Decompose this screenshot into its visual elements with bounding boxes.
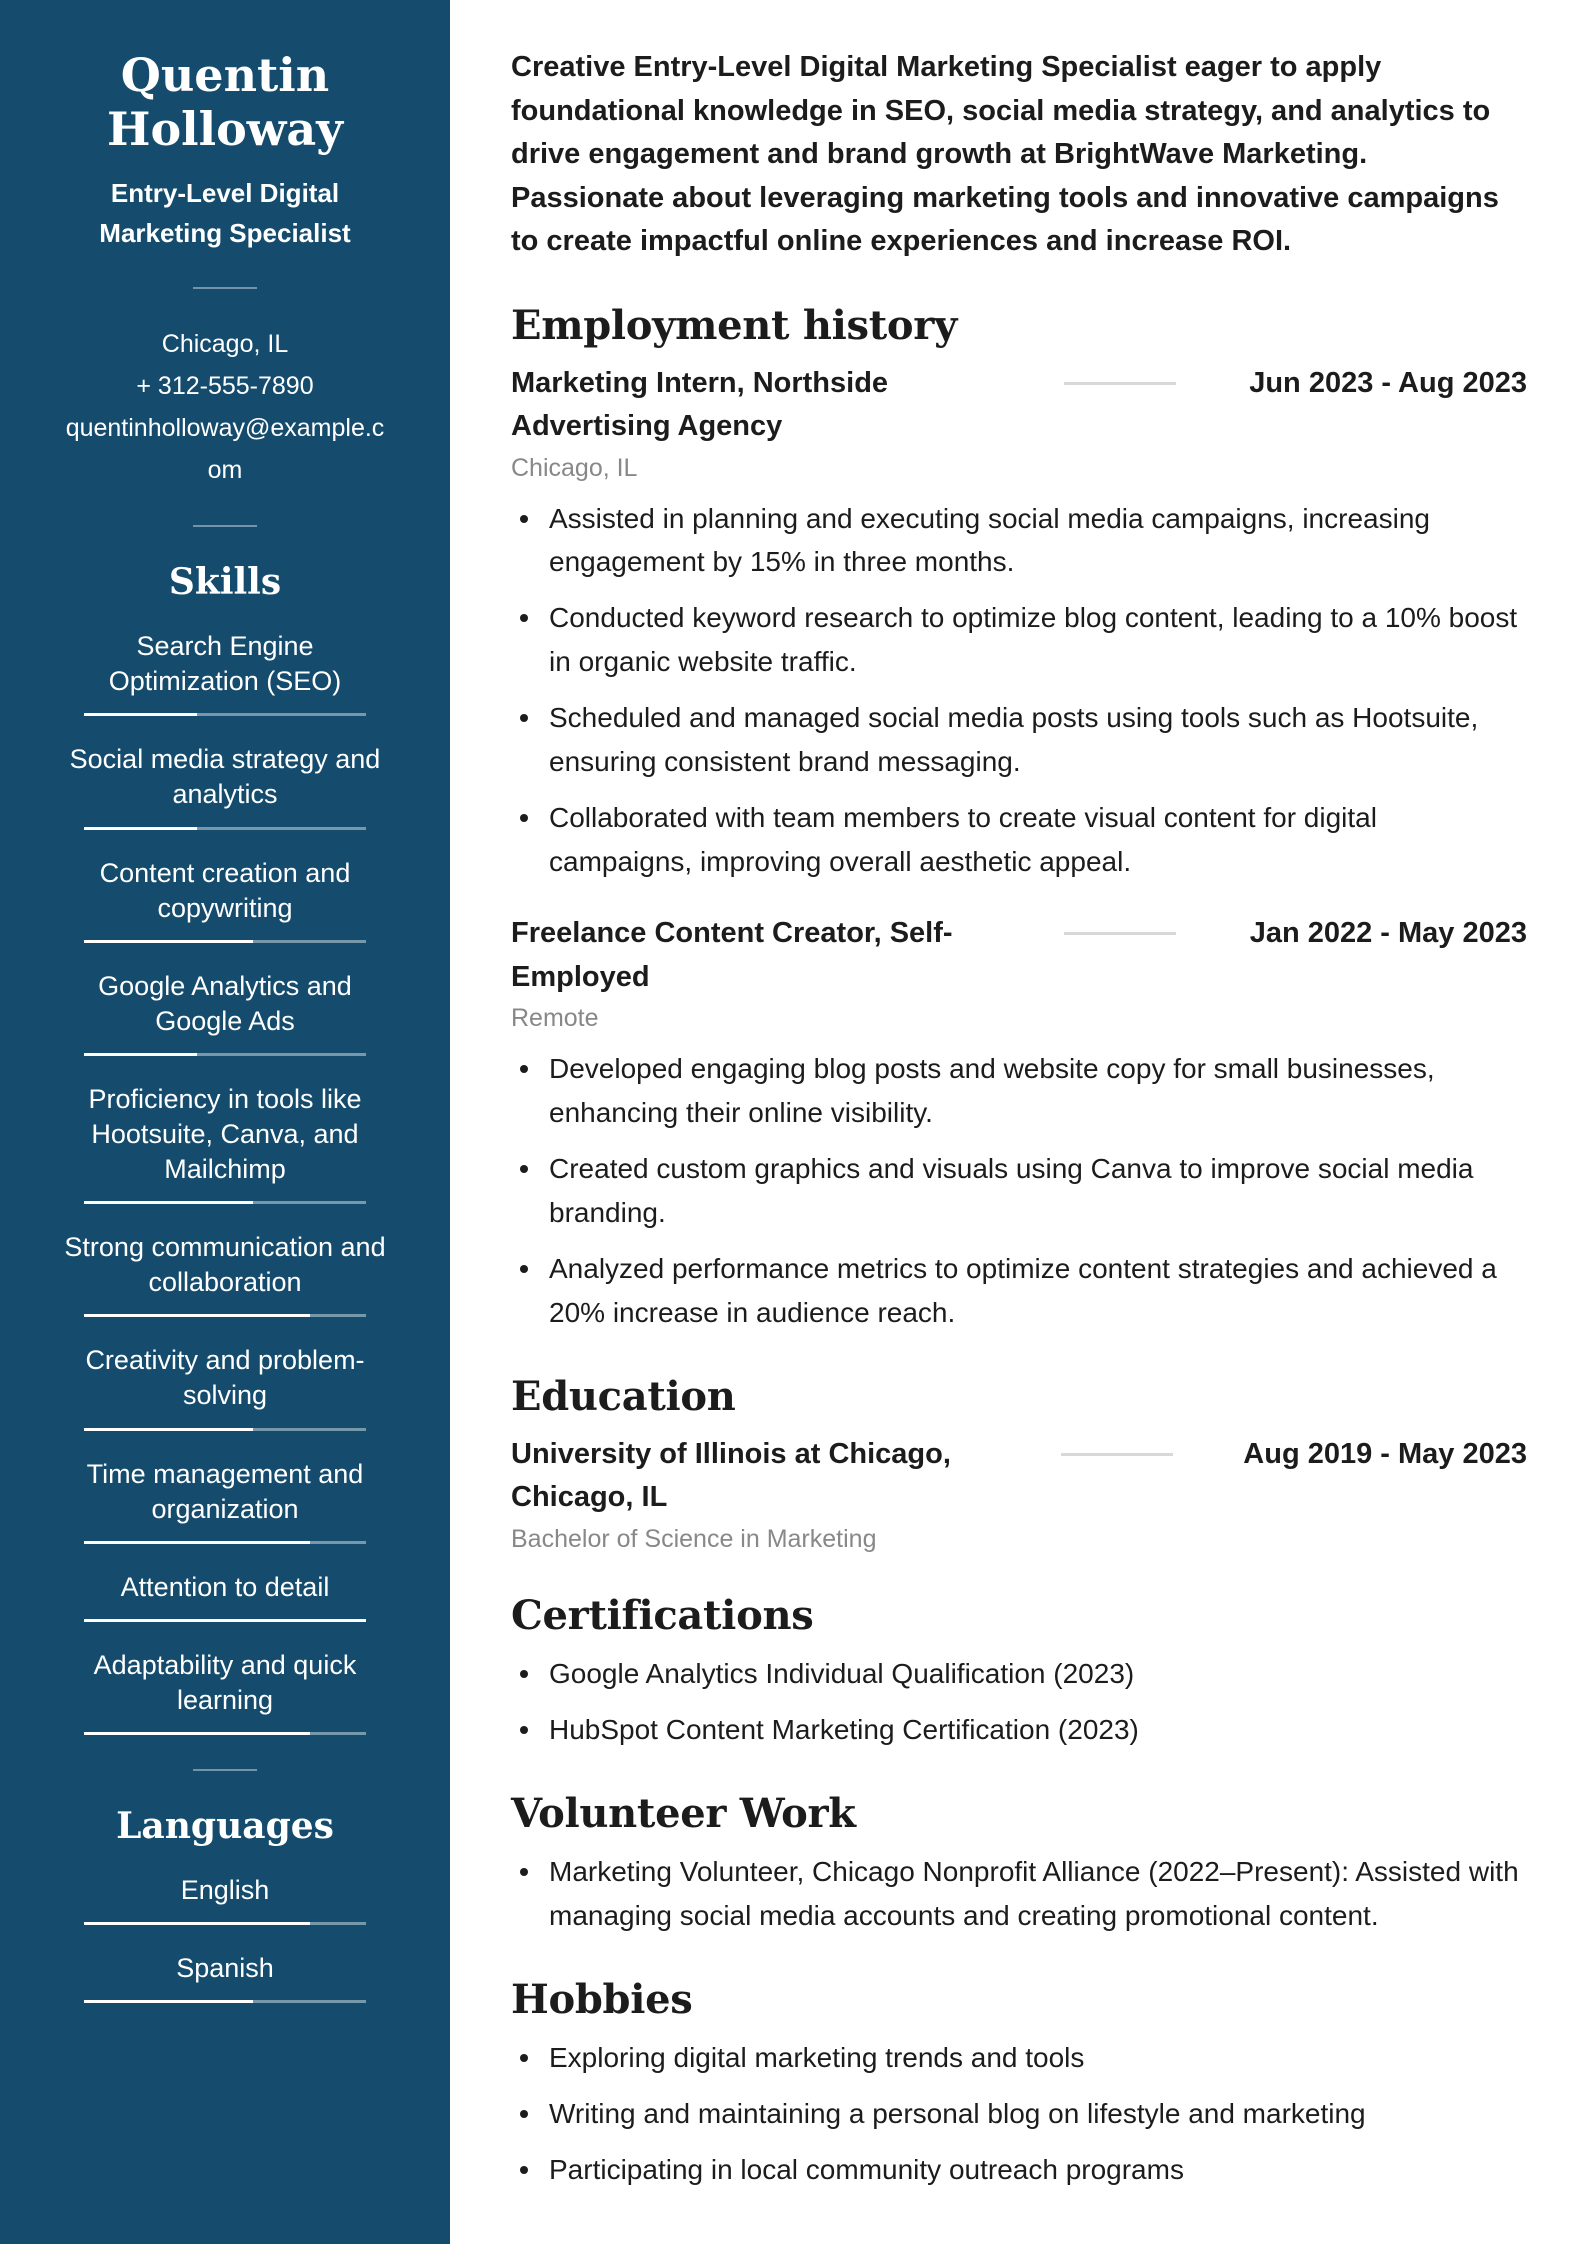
contact-block	[62, 323, 388, 491]
entry-header	[511, 912, 1527, 999]
skill-level-fill	[84, 1732, 310, 1735]
hobbies-list	[511, 2036, 1527, 2192]
contact-phone: + 312-555-7890	[136, 372, 314, 401]
bullet-item: Scheduled and managed social media posts using tools such as Hootsuite, ensuring consistent brand messaging.	[511, 696, 1527, 784]
language-label: English	[180, 1875, 270, 1905]
person-job-title: Entry-Level Digital Marketing Specialist	[99, 177, 351, 248]
skill-level-fill	[84, 940, 253, 943]
entry-dates: Aug 2019 - May 2023	[1243, 1437, 1527, 1470]
person-name: Quentin Holloway	[107, 48, 343, 157]
skill-level-bar	[84, 1541, 366, 1544]
bullet-item: Conducted keyword research to optimize blog content, leading to a 10% boost in organic website traffic.	[511, 596, 1527, 684]
skill-level-bar	[84, 940, 366, 943]
skill-item	[62, 1230, 388, 1317]
entry-bullet-list	[511, 497, 1527, 885]
section-volunteer	[511, 1789, 1527, 1938]
entry-dates: Jan 2022 - May 2023	[1249, 917, 1527, 950]
languages-heading: Languages	[116, 1805, 334, 1847]
language-item	[62, 1951, 388, 2003]
section-employment	[511, 301, 1527, 1335]
entry-subtitle: Bachelor of Science in Marketing	[511, 1524, 877, 1553]
main-content	[450, 0, 1588, 2244]
skill-level-fill	[84, 1314, 310, 1317]
entry-title: University of Illinois at Chicago, Chicago, IL	[511, 1437, 951, 1514]
education-entry	[511, 1433, 1527, 1554]
certifications-list	[511, 1652, 1527, 1752]
language-level-fill	[84, 2000, 253, 2003]
skill-level-bar	[84, 1619, 366, 1622]
skills-heading: Skills	[168, 561, 282, 604]
skill-item	[62, 1648, 388, 1735]
employment-entry	[511, 362, 1527, 885]
employment-entry	[511, 912, 1527, 1335]
employment-heading: Employment history	[511, 301, 958, 349]
skill-label: Strong communication and collaboration	[64, 1232, 386, 1298]
entry-location: Chicago, IL	[511, 453, 638, 482]
bullet-item: Collaborated with team members to create visual content for digital campaigns, improving overall aesthetic appeal.	[511, 796, 1527, 884]
skill-level-bar	[84, 1314, 366, 1317]
entry-location: Remote	[511, 1004, 599, 1033]
skill-level-fill	[84, 1053, 197, 1056]
skill-level-fill	[84, 1619, 366, 1622]
skill-level-bar	[84, 1053, 366, 1056]
skill-item	[62, 1343, 388, 1430]
skill-item	[62, 1457, 388, 1544]
bullet-item: Writing and maintaining a personal blog on lifestyle and marketing	[511, 2092, 1527, 2136]
bullet-item: Exploring digital marketing trends and tools	[511, 2036, 1527, 2080]
skill-label: Attention to detail	[120, 1571, 330, 1602]
skill-level-fill	[84, 1541, 310, 1544]
skill-item	[62, 856, 388, 943]
entry-divider-line	[1061, 1453, 1173, 1456]
skill-label: Time management and organization	[86, 1458, 364, 1524]
skill-item	[62, 1082, 388, 1204]
bullet-item: Analyzed performance metrics to optimize content strategies and achieved a 20% increase in audience reach.	[511, 1247, 1527, 1335]
skill-label: Search Engine Optimization (SEO)	[108, 631, 342, 697]
language-level-fill	[84, 1922, 310, 1925]
education-heading: Education	[511, 1372, 736, 1420]
skill-level-bar	[84, 1732, 366, 1735]
skill-level-fill	[84, 713, 197, 716]
skill-label: Social media strategy and analytics	[69, 744, 381, 810]
language-label: Spanish	[176, 1953, 274, 1984]
entry-divider-line	[1064, 932, 1176, 935]
sidebar	[0, 0, 450, 2244]
entry-divider-line	[1064, 382, 1176, 385]
bullet-item: HubSpot Content Marketing Certification (2023)	[511, 1708, 1527, 1752]
skill-item	[62, 629, 388, 716]
skill-level-fill	[84, 827, 197, 830]
hobbies-heading: Hobbies	[511, 1975, 693, 2023]
volunteer-heading: Volunteer Work	[511, 1789, 856, 1837]
entry-header	[511, 362, 1527, 449]
skill-item	[62, 969, 388, 1056]
contact-location: Chicago, IL	[161, 330, 289, 359]
entry-header	[511, 1433, 1527, 1520]
entry-title: Marketing Intern, Northside Advertising Agency	[511, 366, 889, 442]
skill-level-bar	[84, 827, 366, 830]
profile-summary: Creative Entry-Level Digital Marketing Specialist eager to apply foundational knowledge in SEO, social media strategy, and analytics to drive engagement and brand growth at BrightWave Marketing. Passionate about leveraging marketing tools and innovative campaigns to create impactful online experiences and increase ROI.	[511, 51, 1499, 257]
skill-label: Google Analytics and Google Ads	[98, 970, 352, 1036]
skill-level-bar	[84, 713, 366, 716]
skill-level-bar	[84, 1428, 366, 1431]
bullet-item: Created custom graphics and visuals using Canva to improve social media branding.	[511, 1147, 1527, 1235]
section-education	[511, 1372, 1527, 1554]
skill-label: Content creation and copywriting	[99, 857, 351, 923]
bullet-item: Google Analytics Individual Qualification (2023)	[511, 1652, 1527, 1696]
contact-email: quentinholloway@example.com	[65, 414, 385, 485]
entry-bullet-list	[511, 1047, 1527, 1335]
section-certifications	[511, 1591, 1527, 1752]
skill-level-bar	[84, 1201, 366, 1204]
sidebar-divider	[193, 1769, 257, 1771]
skill-level-fill	[84, 1201, 253, 1204]
language-item	[62, 1873, 388, 1925]
skill-label: Creativity and problem-solving	[85, 1345, 365, 1411]
skill-item	[62, 1570, 388, 1622]
language-level-bar	[84, 1922, 366, 1925]
section-hobbies	[511, 1975, 1527, 2192]
volunteer-list	[511, 1850, 1527, 1938]
language-level-bar	[84, 2000, 366, 2003]
skill-item	[62, 742, 388, 829]
bullet-item: Assisted in planning and executing social media campaigns, increasing engagement by 15% in three months.	[511, 497, 1527, 585]
entry-dates: Jun 2023 - Aug 2023	[1249, 366, 1527, 399]
sidebar-divider	[193, 525, 257, 527]
skill-label: Adaptability and quick learning	[93, 1649, 357, 1715]
skill-label: Proficiency in tools like Hootsuite, Canva, and Mailchimp	[88, 1083, 362, 1185]
bullet-item: Participating in local community outreach programs	[511, 2148, 1527, 2192]
certifications-heading: Certifications	[511, 1591, 814, 1639]
sidebar-divider	[193, 287, 257, 289]
entry-title: Freelance Content Creator, Self-Employed	[511, 917, 953, 993]
bullet-item: Developed engaging blog posts and website copy for small businesses, enhancing their online visibility.	[511, 1047, 1527, 1135]
skill-level-fill	[84, 1428, 253, 1431]
bullet-item: Marketing Volunteer, Chicago Nonprofit Alliance (2022–Present): Assisted with managing social media accounts and creating promotional content.	[511, 1850, 1527, 1938]
